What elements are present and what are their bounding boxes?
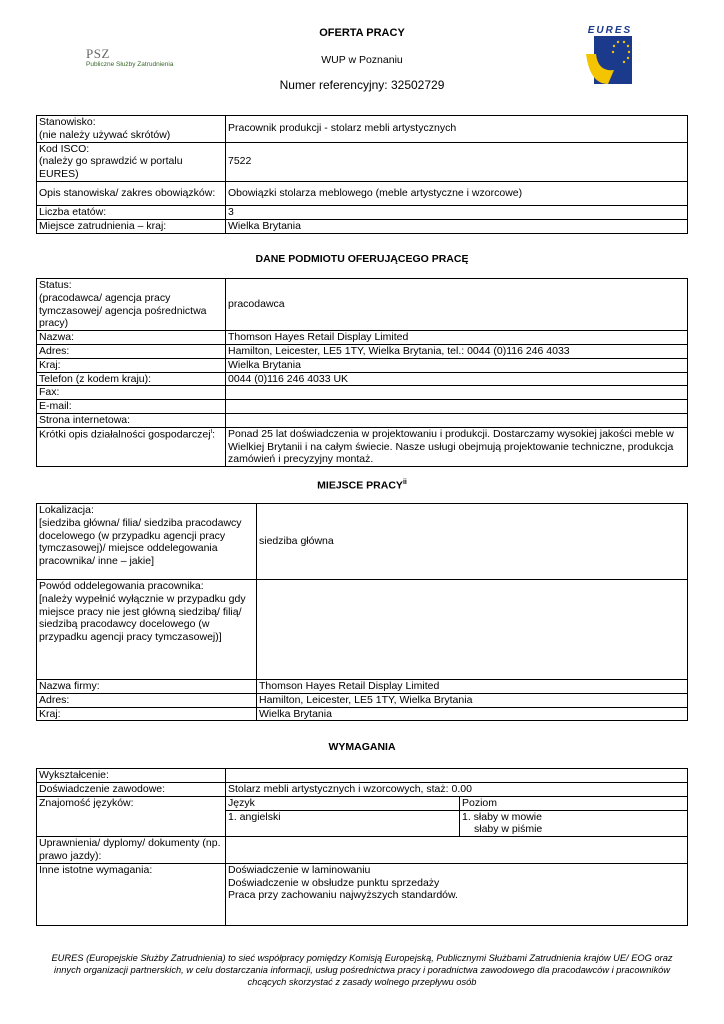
table-row xyxy=(37,769,688,783)
table-row xyxy=(37,372,688,386)
table-row xyxy=(37,116,688,143)
table-row xyxy=(37,358,688,372)
value-country: Wielka Brytania xyxy=(226,358,688,372)
table-row xyxy=(37,580,688,680)
table-row xyxy=(37,331,688,345)
eures-logo-label: EURES xyxy=(587,25,633,36)
label-fax: Fax: xyxy=(37,386,226,400)
table-row xyxy=(37,142,688,181)
table-row xyxy=(37,783,688,797)
label-phone: Telefon (z kodem kraju): xyxy=(37,372,226,386)
position-table xyxy=(36,115,688,234)
value-position: Pracownik produkcji - stolarz mebli artystycznych xyxy=(226,116,688,143)
table-row xyxy=(37,219,688,233)
table-row xyxy=(37,386,688,400)
label-licenses: Uprawnienia/ dyplomy/ dokumenty (np. prawo jazdy): xyxy=(37,837,226,864)
value-company-name: Thomson Hayes Retail Display Limited xyxy=(257,680,688,694)
reference-number: Numer referencyjny: 32502729 xyxy=(279,78,445,92)
other-requirement-item: Doświadczenie w laminowaniu xyxy=(228,863,371,876)
value-experience: Stolarz mebli artystycznych i wzorcowych, staż: 0.00 xyxy=(226,783,688,797)
value-licenses xyxy=(226,837,688,864)
value-description: Obowiązki stolarza meblowego (meble artystyczne i wzorcowe) xyxy=(226,181,688,205)
label-languages: Znajomość języków: xyxy=(37,796,226,836)
label-name: Nazwa: xyxy=(37,331,226,345)
label-email: E-mail: xyxy=(37,400,226,414)
label-education: Wykształcenie: xyxy=(37,769,226,783)
value-country: Wielka Brytania xyxy=(226,219,688,233)
employer-table xyxy=(36,278,688,467)
value-fax xyxy=(226,386,688,400)
other-requirement-item: Praca przy zachowaniu najwyższych standardów. xyxy=(228,889,458,902)
table-row xyxy=(37,427,688,466)
label-isco: Kod ISCO: (należy go sprawdzić w portalu EURES) xyxy=(37,142,226,181)
value-other-requirements xyxy=(226,863,688,925)
eures-logo xyxy=(580,24,640,92)
table-row xyxy=(37,181,688,205)
table-row xyxy=(37,413,688,427)
lang-header-level: Poziom xyxy=(460,796,688,810)
value-phone: 0044 (0)116 246 4033 UK xyxy=(226,372,688,386)
psz-logo-text: PSZ xyxy=(86,46,110,61)
value-email xyxy=(226,400,688,414)
value-country: Wielka Brytania xyxy=(257,707,688,721)
office-name: WUP w Poznaniu xyxy=(321,54,403,66)
label-delegation-reason: Powód oddelegowania pracownika: [należy wypełnić wyłącznie w przypadku gdy miejsce pracy nie jest główną siedzibą/ filią/ siedzibą pracodawcy docelowego (w przypadku agencji pracy tymczasowej)] xyxy=(37,580,257,680)
lang-name: 1. angielski xyxy=(226,810,460,837)
table-row xyxy=(37,796,688,810)
label-company-name: Nazwa firmy: xyxy=(37,680,257,694)
lang-level-speech: 1. słaby w mowie xyxy=(462,810,542,823)
lang-level-writing: słaby w piśmie xyxy=(474,823,543,836)
value-website xyxy=(226,413,688,427)
label-country: Miejsce zatrudnienia – kraj: xyxy=(37,219,226,233)
table-row xyxy=(37,693,688,707)
label-position: Stanowisko: (nie należy używać skrótów) xyxy=(37,116,226,143)
value-business-description: Ponad 25 lat doświadczenia w projektowaniu i produkcji. Dostarczamy wysokiej jakości meble w Wielkiej Brytanii i na całym świecie. Nasze usługi obejmują projektowanie techniczne, produkcja zamówień i precyzyjny montaż. xyxy=(226,427,688,466)
label-status: Status: (pracodawca/ agencja pracy tymczasowej/ agencja pośrednictwa pracy) xyxy=(37,279,226,331)
document-title: OFERTA PRACY xyxy=(319,27,405,39)
lang-level xyxy=(460,810,688,837)
table-row xyxy=(37,400,688,414)
table-row xyxy=(37,837,688,864)
table-row xyxy=(37,504,688,580)
label-positions-count: Liczba etatów: xyxy=(37,205,226,219)
value-address: Hamilton, Leicester, LE5 1TY, Wielka Brytania, tel.: 0044 (0)116 246 4033 xyxy=(226,344,688,358)
requirements-section-title: WYMAGANIA xyxy=(328,741,396,753)
employer-section-title: DANE PODMIOTU OFERUJĄCEGO PRACĘ xyxy=(255,253,469,265)
table-row xyxy=(37,205,688,219)
value-education xyxy=(226,769,688,783)
label-address: Adres: xyxy=(37,344,226,358)
label-country: Kraj: xyxy=(37,358,226,372)
lang-header-language: Język xyxy=(226,796,460,810)
label-other-requirements: Inne istotne wymagania: xyxy=(37,863,226,925)
footer-note: EURES (Europejskie Służby Zatrudnienia) to sieć współpracy pomiędzy Komisją Europejską, Publicznymi Służbami Zatrudnienia krajów UE/ EOG oraz innych organizacji partnerskich, w celu dostarczania informacji, usług pośrednictwa pracy i poradnictwa zawodowego dla pracodawców i pracowników chcących skorzystać z zasady wolnego przepływu osób xyxy=(51,953,673,987)
workplace-table xyxy=(36,503,688,721)
label-country: Kraj: xyxy=(37,707,257,721)
value-name: Thomson Hayes Retail Display Limited xyxy=(226,331,688,345)
label-experience: Doświadczenie zawodowe: xyxy=(37,783,226,797)
value-address: Hamilton, Leicester, LE5 1TY, Wielka Brytania xyxy=(257,693,688,707)
label-business-description: Krótki opis działalności gospodarczej$^i$: xyxy=(37,427,226,466)
label-address: Adres: xyxy=(37,693,257,707)
table-row xyxy=(37,863,688,925)
workplace-section-title: MIEJSCE PRACY$^{ii}$ xyxy=(317,479,407,492)
value-status: pracodawca xyxy=(226,279,688,331)
value-isco: 7522 xyxy=(226,142,688,181)
table-row xyxy=(37,344,688,358)
psz-logo xyxy=(86,46,173,69)
eures-logo-graphic xyxy=(580,24,640,92)
table-row xyxy=(37,707,688,721)
label-description: Opis stanowiska/ zakres obowiązków: xyxy=(37,181,226,205)
value-positions-count: 3 xyxy=(226,205,688,219)
label-website: Strona internetowa: xyxy=(37,413,226,427)
psz-logo-subtitle: Publiczne Służby Zatrudnienia xyxy=(86,60,174,68)
label-location: Lokalizacja: [siedziba główna/ filia/ siedziba pracodawcy docelowego (w przypadku agencji pracy tymczasowej)/ miejsce oddelegowania pracownika/ inne – jakie] xyxy=(37,504,257,580)
table-row xyxy=(37,680,688,694)
other-requirement-item: Doświadczenie w obsłudze punktu sprzedaży xyxy=(228,876,440,889)
table-row xyxy=(37,279,688,331)
value-delegation-reason xyxy=(257,580,688,680)
requirements-table xyxy=(36,768,688,926)
value-location: siedziba główna xyxy=(257,504,688,580)
